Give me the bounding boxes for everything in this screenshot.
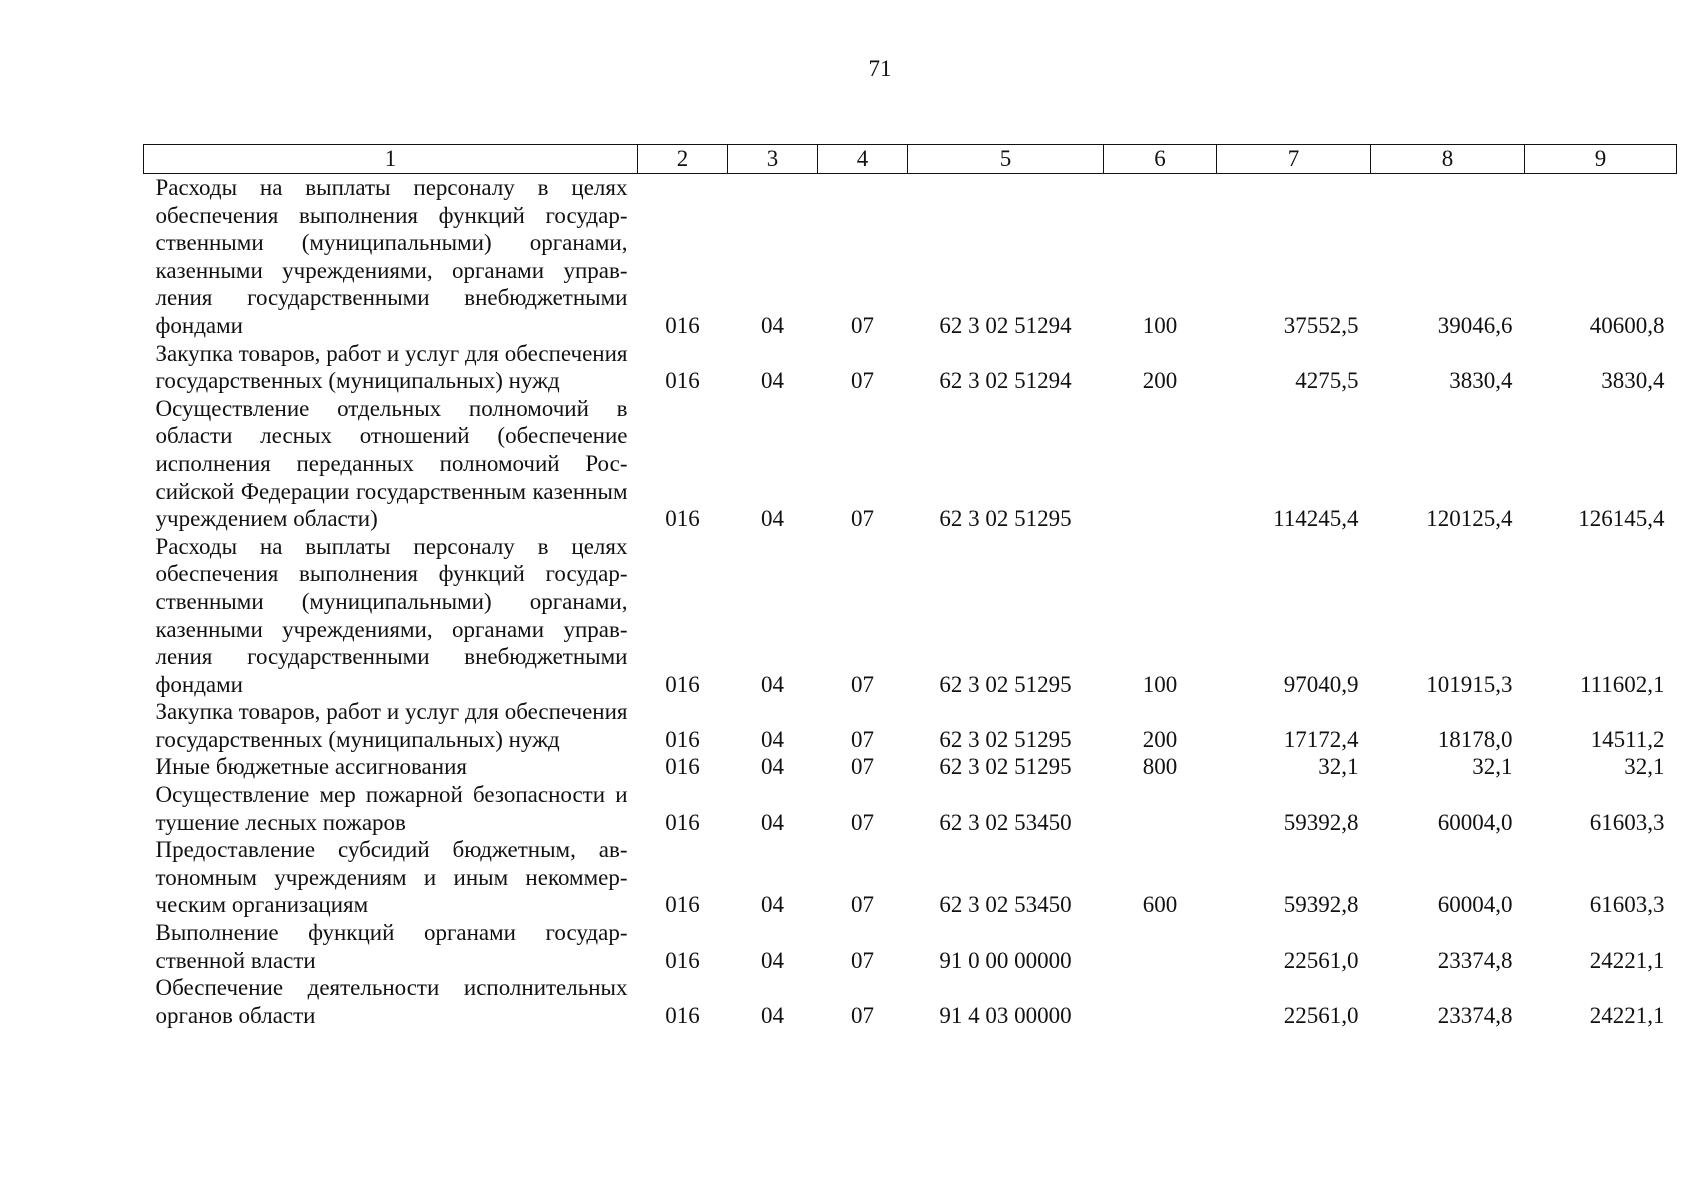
row-expense-type: 100 (1142, 312, 1178, 338)
row-amount-col7: 22561,0 (1283, 1002, 1359, 1028)
row-amount-col8: 120125,4 (1426, 506, 1513, 532)
table-row (144, 836, 1677, 919)
header-col-8: 8 (1371, 145, 1525, 174)
header-col-9: 9 (1525, 145, 1677, 174)
row-amount-col9: 61603,3 (1589, 809, 1665, 835)
row-code: 016 (665, 506, 700, 532)
row-expense-type: 200 (1142, 726, 1178, 752)
table-row (144, 753, 1677, 781)
row-expense-type (1104, 919, 1217, 974)
row-section: 04 (761, 947, 784, 973)
row-amount-col7: 37552,5 (1283, 312, 1359, 338)
table-row (144, 919, 1677, 974)
row-amount-col9: 126145,4 (1578, 506, 1665, 532)
table-row (144, 340, 1677, 395)
row-subsection: 07 (851, 1002, 874, 1028)
row-description: Осуществление отдельных полномочий в области лесных отношений (обеспечение исполнения переданных полномочий Российской Федерации государственным казенным учреждением области) (155, 395, 628, 532)
row-subsection: 07 (851, 312, 874, 338)
row-amount-col7: 59392,8 (1283, 892, 1359, 918)
row-subsection: 07 (851, 754, 874, 780)
table-body (144, 174, 1677, 1030)
row-amount-col9: 61603,3 (1589, 892, 1665, 918)
row-amount-col7: 97040,9 (1283, 671, 1359, 697)
row-amount-col7: 22561,0 (1283, 947, 1359, 973)
row-section: 04 (761, 506, 784, 532)
row-target-article: 62 3 02 51295 (939, 754, 1072, 780)
row-description: Осуществление мер пожарной безопасности и тушение лесных пожаров (155, 782, 628, 835)
row-amount-col7: 32,1 (1318, 754, 1359, 780)
row-expense-type (1104, 395, 1217, 533)
row-amount-col9: 3830,4 (1601, 368, 1665, 394)
row-description: Иные бюджетные ассигнования (155, 754, 467, 780)
row-code: 016 (665, 726, 700, 752)
row-code: 016 (665, 1002, 700, 1028)
row-amount-col9: 24221,1 (1589, 1002, 1665, 1028)
row-amount-col9: 32,1 (1624, 754, 1665, 780)
row-amount-col9: 14511,2 (1590, 726, 1665, 752)
row-section: 04 (761, 726, 784, 752)
row-target-article: 62 3 02 51294 (939, 312, 1072, 338)
row-amount-col8: 18178,0 (1437, 726, 1513, 752)
row-expense-type: 800 (1142, 754, 1178, 780)
row-amount-col9: 111602,1 (1579, 671, 1665, 697)
row-expense-type (1104, 974, 1217, 1029)
row-code: 016 (665, 809, 700, 835)
row-amount-col8: 32,1 (1472, 754, 1513, 780)
row-amount-col8: 3830,4 (1449, 368, 1513, 394)
row-target-article: 62 3 02 51294 (939, 368, 1072, 394)
row-description: Расходы на выплаты персоналу в целях обеспечения выполнения функций государственными (муниципальными) органами, казенными учреждениями, органами управления государственными внебюджетными фондами (155, 533, 628, 697)
row-section: 04 (761, 754, 784, 780)
row-amount-col7: 17172,4 (1283, 726, 1359, 752)
row-amount-col8: 23374,8 (1437, 947, 1513, 973)
row-code: 016 (665, 947, 700, 973)
header-row (144, 145, 1677, 174)
row-section: 04 (761, 892, 784, 918)
table-row (144, 698, 1677, 753)
header-col-5: 5 (908, 145, 1104, 174)
row-amount-col8: 60004,0 (1437, 892, 1513, 918)
row-code: 016 (665, 312, 700, 338)
row-target-article: 62 3 02 51295 (939, 726, 1072, 752)
row-subsection: 07 (851, 671, 874, 697)
row-description: Обеспечение деятельности исполнительных органов области (155, 975, 628, 1028)
row-code: 016 (665, 671, 700, 697)
row-amount-col8: 101915,3 (1426, 671, 1513, 697)
table-row (144, 533, 1677, 699)
header-col-1: 1 (144, 145, 638, 174)
row-amount-col8: 60004,0 (1437, 809, 1513, 835)
row-amount-col8: 23374,8 (1437, 1002, 1513, 1028)
row-amount-col7: 4275,5 (1295, 368, 1359, 394)
row-subsection: 07 (851, 892, 874, 918)
row-amount-col7: 114245,4 (1273, 506, 1359, 532)
row-expense-type (1104, 781, 1217, 836)
row-amount-col8: 39046,6 (1437, 312, 1513, 338)
table-row (144, 174, 1677, 340)
row-target-article: 91 0 00 00000 (939, 947, 1072, 973)
row-section: 04 (761, 368, 784, 394)
row-subsection: 07 (851, 947, 874, 973)
row-code: 016 (665, 892, 700, 918)
table-header (144, 145, 1677, 174)
header-col-4: 4 (818, 145, 908, 174)
row-amount-col7: 59392,8 (1283, 809, 1359, 835)
row-subsection: 07 (851, 726, 874, 752)
row-code: 016 (665, 754, 700, 780)
row-section: 04 (761, 312, 784, 338)
row-expense-type: 100 (1142, 671, 1178, 697)
row-target-article: 62 3 02 53450 (939, 892, 1072, 918)
row-description: Предоставление субсидий бюджетным, автономным учреждениям и иным некоммерческим организациям (155, 837, 628, 918)
row-expense-type: 200 (1142, 368, 1178, 394)
budget-table (143, 144, 1677, 1029)
header-col-3: 3 (728, 145, 818, 174)
row-section: 04 (761, 809, 784, 835)
table-row (144, 781, 1677, 836)
header-col-7: 7 (1217, 145, 1371, 174)
row-target-article: 91 4 03 00000 (939, 1002, 1072, 1028)
row-target-article: 62 3 02 51295 (939, 506, 1072, 532)
row-description: Выполнение функций органами государственной власти (155, 920, 628, 973)
row-target-article: 62 3 02 51295 (939, 671, 1072, 697)
header-col-2: 2 (638, 145, 728, 174)
row-subsection: 07 (851, 368, 874, 394)
table-row (144, 395, 1677, 533)
row-subsection: 07 (851, 809, 874, 835)
row-section: 04 (761, 1002, 784, 1028)
row-target-article: 62 3 02 53450 (939, 809, 1072, 835)
row-description: Закупка товаров, работ и услуг для обеспечения государственных (муниципальных) нужд (155, 340, 628, 394)
row-code: 016 (665, 368, 700, 394)
row-amount-col9: 24221,1 (1589, 947, 1665, 973)
table-row (144, 974, 1677, 1029)
row-expense-type: 600 (1142, 892, 1178, 918)
row-description: Закупка товаров, работ и услуг для обеспечения государственных (муниципальных) нужд (155, 699, 628, 752)
row-description: Расходы на выплаты персоналу в целях обеспечения выполнения функций государственными (муниципальными) органами, казенными учреждениями, органами управления государственными внебюджетными фондами (155, 175, 628, 338)
row-amount-col9: 40600,8 (1589, 312, 1665, 338)
row-section: 04 (761, 671, 784, 697)
header-col-6: 6 (1104, 145, 1217, 174)
row-subsection: 07 (851, 506, 874, 532)
page-number: 71 (868, 56, 892, 81)
